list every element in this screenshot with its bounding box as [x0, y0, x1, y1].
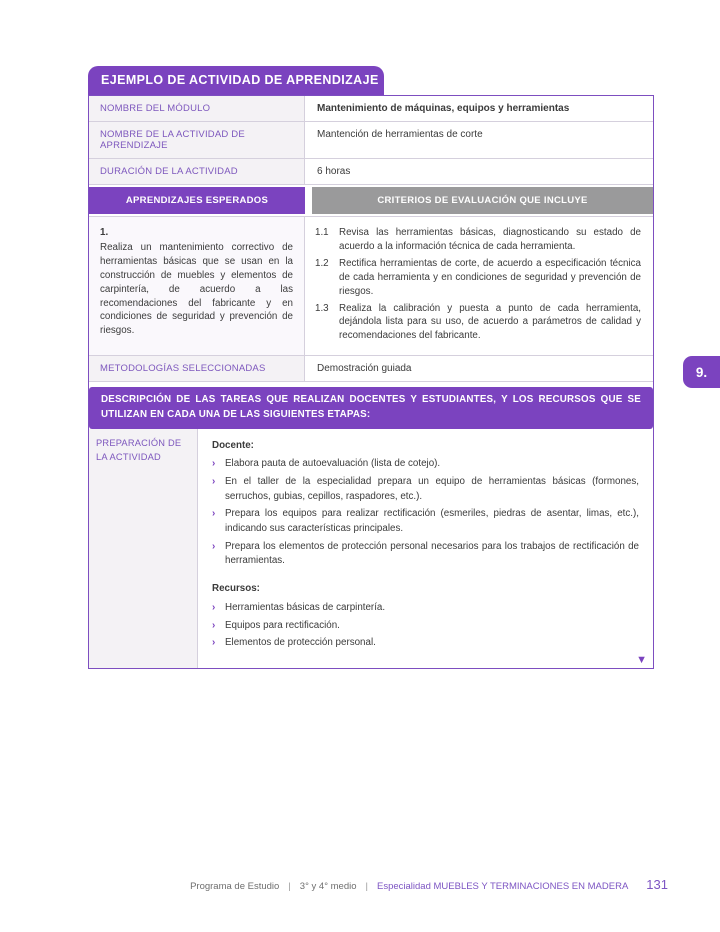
docente-item-text: Prepara los equipos para realizar rectificación (esmeriles, piedras de asentar, limas, etc.), indicando sus características principales. [225, 508, 639, 535]
continuation-arrow-icon: ▼ [636, 653, 647, 666]
module-value: Mantenimiento de máquinas, equipos y herramientas [305, 96, 653, 121]
chapter-tab: 9. [683, 356, 720, 388]
activity-name-value: Mantención de herramientas de corte [305, 122, 653, 158]
criteria-item [315, 226, 641, 254]
bullet-icon: › [212, 637, 216, 649]
recursos-item-text: Elementos de protección personal. [225, 637, 376, 649]
header-spacer [305, 187, 312, 214]
footer-program-text: Programa de Estudio [190, 881, 280, 892]
docente-item-text: Elabora pauta de autoevaluación (lista de cotejo). [225, 458, 441, 470]
learning-header-row [89, 185, 653, 217]
criteria-item [315, 257, 641, 299]
recursos-title: Recursos: [212, 583, 260, 595]
expected-learning-header: APRENDIZAJES ESPERADOS [89, 187, 305, 214]
bullet-icon: › [212, 508, 216, 520]
list-item [212, 636, 639, 651]
docente-title: Docente: [212, 439, 254, 451]
preparation-row [89, 429, 653, 668]
recursos-item-text: Herramientas básicas de carpintería. [225, 601, 386, 613]
footer-grades-text: 3° y 4° medio [299, 881, 357, 892]
table-row-methodology [89, 356, 653, 382]
page-number: 131 [646, 877, 668, 892]
bullet-icon: › [212, 540, 216, 552]
preparation-label: PREPARACIÓN DE LA ACTIVIDAD [89, 429, 198, 668]
activity-title-banner: EJEMPLO DE ACTIVIDAD DE APRENDIZAJE [88, 66, 384, 95]
list-item [212, 457, 639, 472]
expected-learning-text: Realiza un mantenimiento correctivo de herramientas básicas que se usan en la construcción de muebles y elementos de carpintería, de acuerdo a las recomendaciones del fabricante y en condiciones de seguridad y prevención de riesgos. [100, 241, 293, 337]
bullet-icon: › [212, 619, 216, 631]
footer-separator: | [365, 881, 368, 892]
tasks-description-banner: DESCRIPCIÓN DE LAS TAREAS QUE REALIZAN DOCENTES Y ESTUDIANTES, Y LOS RECURSOS QUE SE UTILIZAN EN CADA UNA DE LAS SIGUIENTES ETAPAS: [89, 387, 653, 428]
activity-name-label: NOMBRE DE LA ACTIVIDAD DE APRENDIZAJE [89, 122, 305, 158]
table-row-duration [89, 159, 653, 185]
criteria-number: 1.1 [315, 227, 329, 238]
bullet-icon: › [212, 476, 216, 487]
footer-specialty-text: Especialidad MUEBLES Y TERMINACIONES EN MADERA [376, 881, 629, 892]
evaluation-criteria-header: CRITERIOS DE EVALUACIÓN QUE INCLUYE [312, 187, 653, 214]
list-item [212, 507, 639, 536]
learning-content-row [89, 217, 653, 356]
expected-learning-number: 1. [100, 227, 109, 238]
docente-item-text: Prepara los elementos de protección personal necesarios para los trabajos de rectificación de herramientas. [225, 540, 639, 567]
expected-learning-cell [89, 217, 305, 355]
methodology-label: METODOLOGÍAS SELECCIONADAS [89, 356, 305, 381]
footer-separator: | [288, 881, 291, 892]
activity-table [88, 95, 654, 669]
methodology-value: Demostración guiada [305, 356, 653, 381]
list-item [212, 601, 639, 616]
table-row-activity-name [89, 122, 653, 159]
page-footer [0, 877, 668, 892]
criteria-text: Revisa las herramientas básicas, diagnosticando su estado de acuerdo a la información técnica de cada herramienta. [339, 227, 641, 252]
list-item [212, 475, 639, 504]
table-row-module [89, 96, 653, 122]
duration-label: DURACIÓN DE LA ACTIVIDAD [89, 159, 305, 184]
activity-document [88, 66, 654, 669]
list-item [212, 540, 639, 569]
preparation-content [198, 429, 653, 668]
evaluation-criteria-cell [305, 217, 653, 355]
criteria-text: Realiza la calibración y puesta a punto de cada herramienta, dejándola lista para su uso, de acuerdo a parámetros de calidad y recomendaciones del fabricante. [339, 302, 641, 342]
criteria-item [315, 302, 641, 344]
list-item [212, 619, 639, 634]
recursos-item-text: Equipos para rectificación. [225, 619, 340, 631]
duration-value: 6 horas [305, 159, 653, 184]
criteria-number: 1.3 [315, 302, 329, 314]
criteria-text: Rectifica herramientas de corte, de acuerdo a especificación técnica de cada herramienta y en condiciones de seguridad y prevención de riesgos. [339, 257, 641, 297]
docente-item-text: En el taller de la especialidad prepara un equipo de herramientas básicas (formones, serruchos, gubias, cepillos, raspadores, etc.). [225, 476, 639, 502]
bullet-icon: › [212, 458, 216, 470]
bullet-icon: › [212, 601, 216, 613]
module-label: NOMBRE DEL MÓDULO [89, 96, 305, 121]
criteria-number: 1.2 [315, 257, 329, 269]
